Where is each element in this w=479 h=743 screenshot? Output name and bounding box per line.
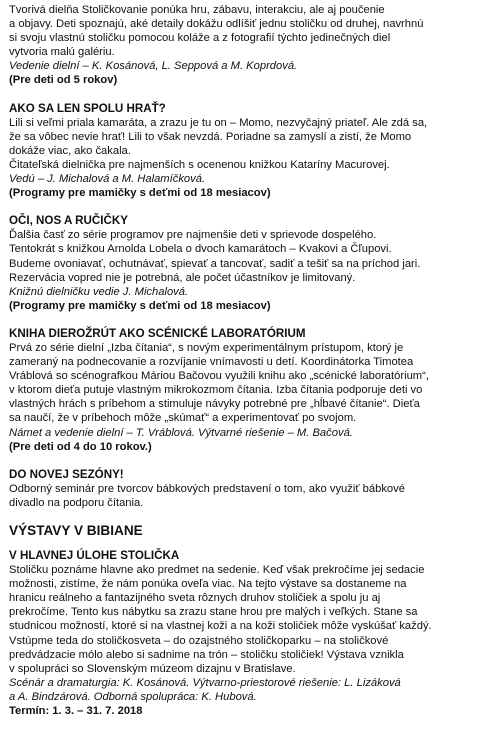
momo-line: Čitateľská dielnička pre najmenších s ocenenou knižkou Kataríny Macurovej. — [9, 158, 390, 171]
oci-line: Tentokrát s knižkou Arnolda Lobela o dvoch kamarátoch – Kvakovi a Čľupovi. — [9, 243, 392, 256]
oci-line: Rezervácia vopred nie je potrebná, ale počet účastníkov je limitovaný. — [9, 271, 356, 284]
momo-age: (Programy pre mamičky s deťmi od 18 mesiacov) — [9, 187, 271, 200]
kniha-line: vlastných hrách s príbehom a stimuluje návyky potrebné pre „hĺbavé čítanie“. Dieťa — [9, 398, 420, 411]
intro-age: (Pre deti od 5 rokov) — [9, 74, 118, 87]
vystavy-termin: Termín: 1. 3. – 31. 7. 2018 — [9, 705, 143, 718]
vystavy-line: hranicu reálneho a fantazijného sveta rôznych druhov stoličiek a spolu ju aj — [9, 592, 381, 605]
kniha-line: Prvá zo série dielní „Izba čítania“, s novým experimentálnym prístupom, ktorý je — [9, 341, 404, 354]
oci-section — [9, 214, 473, 313]
vystavy-line: možnosti, zistíme, že nám ponúka oveľa viac. Na tejto výstave sa dostaneme na — [9, 578, 407, 591]
kniha-authors: Námet a vedenie dielní – T. Vráblová. Výtvarné riešenie – M. Bačová. — [9, 426, 353, 439]
vystavy-line: Vstúpme teda do stoličkosveta – do ozajstného stoličkoparku – na stoličkové — [9, 634, 389, 647]
vystavy-line: predvádzacie mólo alebo si sadnime na trón – stoličku stoličiek! Výstava vznikla — [9, 648, 404, 661]
kniha-title: KNIHA DIEROŽRÚT AKO SCÉNICKÉ LABORATÓRIUM — [9, 326, 306, 340]
momo-title: AKO SA LEN SPOLU HRAŤ? — [9, 101, 166, 115]
vystavy-line: studnicou možností, ktoré si na vlastnej koži a na koži stoličiek môže vyskúšať každý. — [9, 620, 432, 633]
momo-line: dokáže viac, ako čakala. — [9, 144, 131, 157]
sezona-title: DO NOVEJ SEZÓNY! — [9, 467, 124, 481]
vystavy-title: VÝSTAVY V BIBIANE — [9, 523, 143, 538]
momo-section — [9, 102, 473, 201]
kniha-line: sa naučí, že v príbehoch môže „skúmať“ a experimentovať po svojom. — [9, 412, 357, 425]
oci-line: Budeme ovoniavať, ochutnávať, spievať a tancovať, sadiť a tešiť sa na príchod jari. — [9, 257, 421, 270]
intro-section — [9, 3, 473, 88]
intro-line: a objavy. Deti spoznajú, aké detaily dokážu odlíšiť jednu stoličku od druhej, navrhnú — [9, 18, 424, 31]
kniha-line: Vráblová so scénografkou Máriou Bačovou využili knihu ako „scénické laboratórium“, — [9, 370, 429, 383]
kniha-section — [9, 327, 473, 454]
sezona-line: Odborný seminár pre tvorcov bábkových predstavení o tom, ako využiť bábkové — [9, 482, 405, 495]
vystavy-section — [9, 523, 473, 718]
kniha-line: zameraný na podnecovanie a rozvíjanie vnímavosti u detí. Koordinátorka Timotea — [9, 356, 414, 369]
kniha-line: v ktorom dieťa putuje vlastným mikrokozmom čítania. Izba čítania podporuje deti vo — [9, 384, 423, 397]
intro-line: si svoju vlastnú stoličku pomocou koláže a z fotografií týchto jedinečných diel — [9, 32, 391, 45]
oci-title: OČI, NOS A RUČIČKY — [9, 214, 128, 228]
sezona-line: divadlo na podporu čítania. — [9, 496, 144, 509]
oci-age: (Programy pre mamičky s deťmi od 18 mesiacov) — [9, 299, 271, 312]
vystavy-line: prekročíme. Tento kus nábytku sa zrazu stane hrou pre malých i veľkých. Stane sa — [9, 606, 418, 619]
oci-authors: Knižnú dielničku vedie J. Michalová. — [9, 285, 189, 298]
intro-line: vytvoria malú galériu. — [9, 46, 115, 59]
vystavy-line: v spolupráci so Slovenským múzeom dizajnu v Bratislave. — [9, 662, 296, 675]
vystavy-credits: Scénár a dramaturgia: K. Kosánová. Výtvarno-priestorové riešenie: L. Lizáková — [9, 676, 401, 689]
vystavy-subtitle: V HLAVNEJ ÚLOHE STOLIČKA — [9, 549, 180, 562]
oci-line: Ďalšia časť zo série programov pre najmenšie deti v sprievode dospelého. — [9, 229, 377, 242]
intro-authors: Vedenie dielní – K. Kosánová, L. Seppová a M. Koprdová. — [9, 60, 298, 73]
momo-line: Lili si veľmi priala kamaráta, a zrazu je tu on – Momo, nezvyčajný priateľ. Ale zdá sa, — [9, 116, 428, 129]
momo-line: že sa vôbec nevie hrať! Lili to však nevzdá. Poriadne sa zamyslí a zistí, že Momo — [9, 130, 412, 143]
document-page — [9, 3, 473, 718]
sezona-section — [9, 468, 473, 510]
kniha-age: (Pre deti od 4 do 10 rokov.) — [9, 440, 152, 453]
vystavy-credits: a A. Bindzárová. Odborná spolupráca: K. Hubová. — [9, 690, 257, 703]
vystavy-line: Stoličku poznáme hlavne ako predmet na sedenie. Keď však prekročíme jej sedacie — [9, 564, 425, 577]
intro-line: Tvorivá dielňa Stoličkovanie ponúka hru, zábavu, interakciu, ale aj poučenie — [9, 4, 385, 16]
momo-authors: Vedú – J. Michalová a M. Halamíčková. — [9, 173, 206, 186]
